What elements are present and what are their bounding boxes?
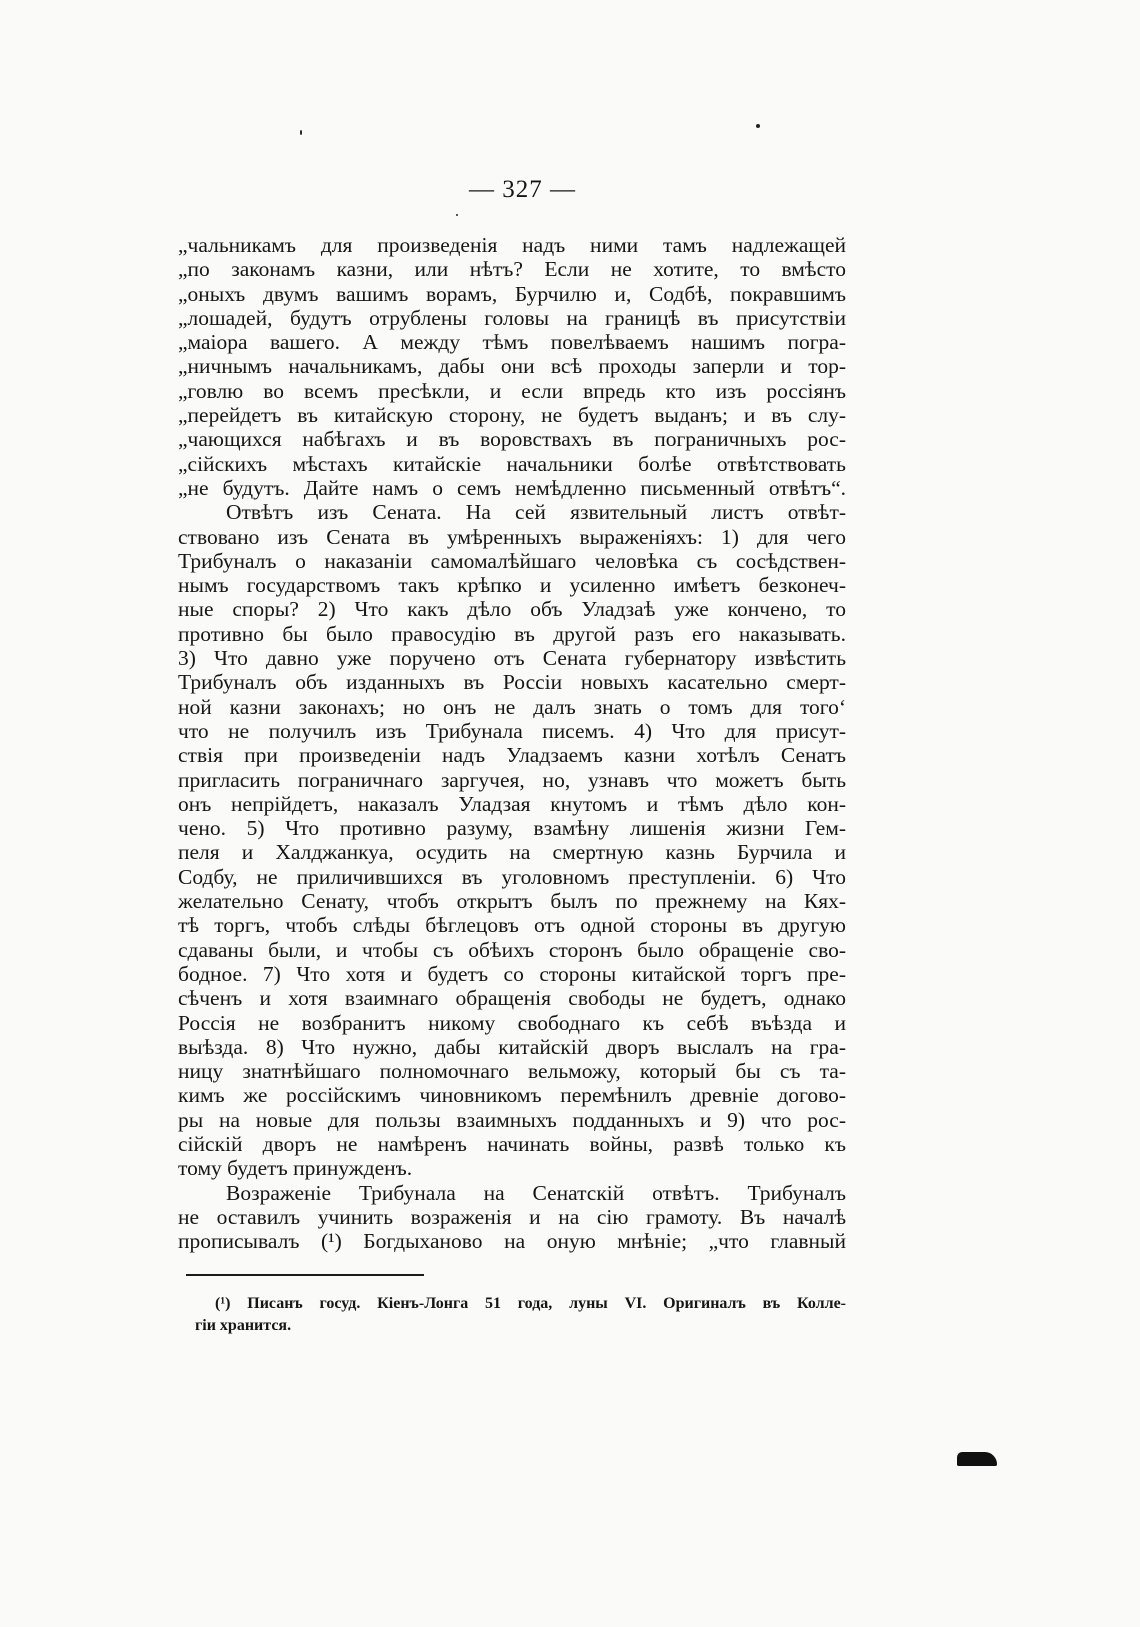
text-line: Россія не возбранитъ никому свободнаго къ себѣ въѣзда и xyxy=(178,1010,846,1035)
footnote-rule xyxy=(186,1274,424,1276)
body-text xyxy=(178,233,846,1253)
text-line: „оныхъ двумъ вашимъ ворамъ, Бурчилю и, Содбѣ, покравшимъ xyxy=(178,281,846,306)
text-line: ные споры? 2) Что какъ дѣло объ Уладзаѣ уже кончено, то xyxy=(178,597,846,622)
page-number: — 327 — xyxy=(469,176,576,203)
text-line: „перейдетъ въ китайскую сторону, не будетъ выданъ; и въ слу- xyxy=(178,403,846,428)
text-line: „не будутъ. Дайте намъ о семъ немѣдленно письменный отвѣтъ“. xyxy=(178,475,846,500)
text-line: чено. 5) Что противно разуму, взамѣну лишенія жизни Гем- xyxy=(178,816,846,841)
text-line: ницу знатнѣйшаго полномочнаго вельможу, который бы съ та- xyxy=(178,1059,846,1084)
section-heading-line: Возраженіе Трибунала на Сенатскій отвѣтъ. Трибуналъ xyxy=(226,1180,846,1205)
text-line: Трибуналъ о наказаніи самомалѣйшаго человѣка съ сосѣдствен- xyxy=(178,548,846,573)
text-line: сійскій дворъ не намѣренъ начинать войны, развѣ только къ xyxy=(178,1131,846,1156)
footnote-line: (¹) Писанъ госуд. Кіенъ-Лонга 51 года, луны VI. Оригиналъ въ Колле- xyxy=(215,1295,846,1312)
text-line: 3) Что давно уже поручено отъ Сената губернатору извѣстить xyxy=(178,646,846,671)
text-line: сдаваны были, и чтобы съ обѣихъ сторонъ было обращеніе сво- xyxy=(178,937,846,962)
text-line: ры на новые для пользы взаимныхъ подданныхъ и 9) что рос- xyxy=(178,1107,846,1132)
text-line: выѣзда. 8) Что нужно, дабы китайскій дворъ выслалъ на гра- xyxy=(178,1034,846,1059)
text-line: Трибуналъ объ изданныхъ въ Россіи новыхъ касательно смерт- xyxy=(178,670,846,695)
text-line: „сійскихъ мѣстахъ китайскіе начальники болѣе отвѣтствовать xyxy=(178,451,846,476)
text-line: тому будетъ принужденъ. xyxy=(178,1156,413,1181)
footnote xyxy=(195,1293,846,1337)
ink-blot xyxy=(957,1452,997,1466)
text-line: что не получилъ изъ Трибунала писемъ. 4) Что для присут- xyxy=(178,718,846,743)
text-line: ной казни законахъ; но онъ не далъ знать о томъ для того‘ xyxy=(178,694,846,719)
text-line: „говлю во всемъ пресѣкли, и если впредь кто изъ россіянъ xyxy=(178,378,846,403)
text-line: бодное. 7) Что хотя и будетъ со стороны китайской торгъ пре- xyxy=(178,961,846,986)
footnote-line: гіи хранится. xyxy=(195,1317,292,1334)
section-heading-line: Отвѣтъ изъ Сената. На сей язвительный листъ отвѣт- xyxy=(226,500,846,525)
text-line: „чающихся набѣгахъ и въ воровствахъ въ пограничныхъ рос- xyxy=(178,427,846,452)
text-line: не оставилъ учинить возраженія и на сію грамоту. Въ началѣ xyxy=(178,1204,846,1229)
text-line: „ничнымъ начальникамъ, дабы они всѣ проходы заперли и тор- xyxy=(178,354,846,379)
paper-speck xyxy=(300,130,302,135)
text-line: кимъ же россійскимъ чиновникомъ перемѣнилъ древніе догово- xyxy=(178,1083,846,1108)
text-line: „чальникамъ для произведенія надъ ними тамъ надлежащей xyxy=(178,233,846,257)
text-line: прописывалъ (¹) Богдыханово на оную мнѣніе; „что главный xyxy=(178,1229,846,1254)
text-line: противно бы было правосудію въ другой разъ его наказывать. xyxy=(178,621,846,646)
text-line: Содбу, не приличившихся въ уголовномъ преступленіи. 6) Что xyxy=(178,864,846,889)
paper-speck xyxy=(456,214,458,216)
text-line: сѣченъ и хотя взаимнаго обращенія свободы не будетъ, однако xyxy=(178,986,846,1011)
text-line: „маіора вашего. А между тѣмъ повелѣваемъ нашимъ погра- xyxy=(178,330,846,355)
text-line: ствовано изъ Сената въ умѣренныхъ выраженіяхъ: 1) для чего xyxy=(178,524,846,549)
text-line: ствія при произведеніи надъ Уладзаемъ казни хотѣлъ Сенатъ xyxy=(178,743,846,768)
text-line: нымъ государствомъ такъ крѣпко и усиленно имѣетъ безконеч- xyxy=(178,573,846,598)
text-line: „по законамъ казни, или нѣтъ? Если не хотите, то вмѣсто xyxy=(178,257,846,282)
text-line: пригласить пограничнаго заргучея, но, узнавъ что можетъ быть xyxy=(178,767,846,792)
text-line: тѣ торгъ, чтобъ слѣды бѣглецовъ отъ одной стороны въ другую xyxy=(178,913,846,938)
text-line: пеля и Халджанкуа, осудить на смертную казнь Бурчила и xyxy=(178,840,846,865)
text-line: онъ непрійдетъ, наказалъ Уладзая кнутомъ и тѣмъ дѣло кон- xyxy=(178,791,846,816)
paper-speck xyxy=(756,124,760,128)
text-line: „лошадей, будутъ отрублены головы на границѣ въ присутствіи xyxy=(178,305,846,330)
text-line: желательно Сенату, чтобъ открытъ былъ по прежнему на Кях- xyxy=(178,889,846,914)
